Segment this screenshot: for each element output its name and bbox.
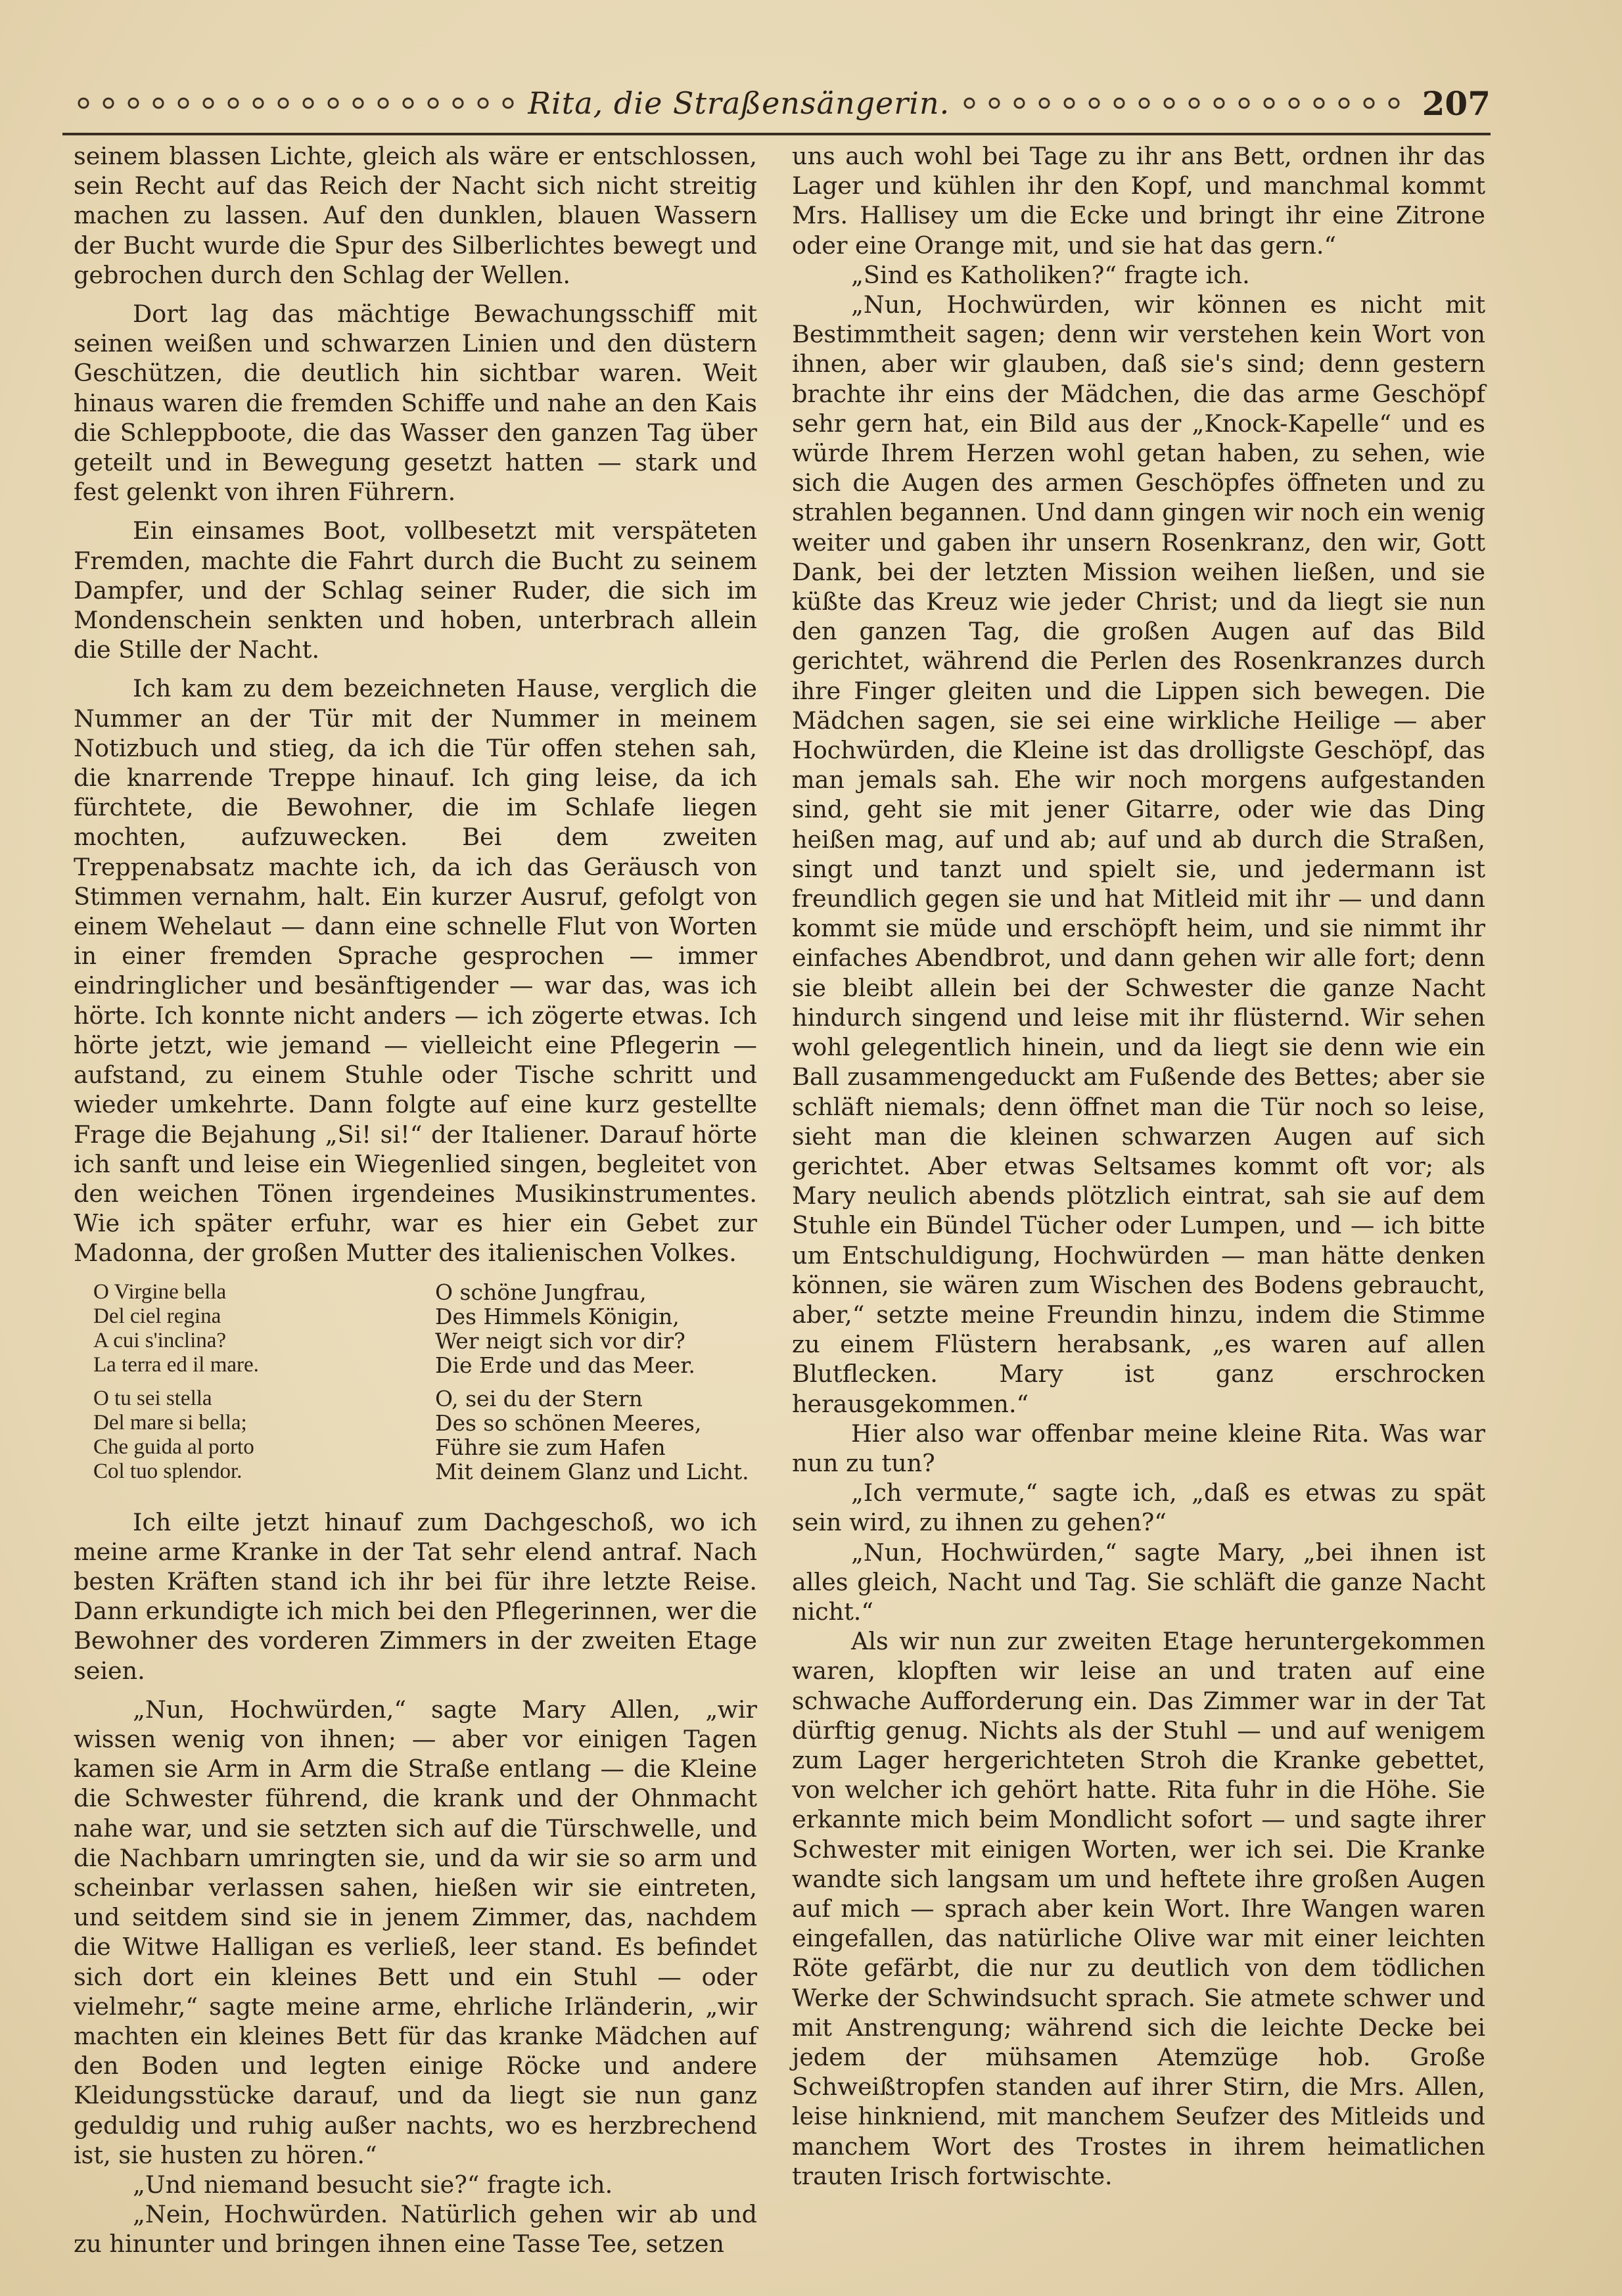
paragraph: Ich eilte jetzt hinauf zum Dachgeschoß, wo ich meine arme Kranke in der Tat sehr elend antraf. Nach besten Kräften stand ich ihr bei für ihre letzte Reise. Dann erkundigte ich mich bei den Pflegerinnen, wer die Bewohner des vorderen Zimmers in der zweiten Etage seien. bbox=[74, 1507, 757, 1685]
paragraph: „Sind es Katholiken?“ fragte ich. bbox=[851, 260, 1250, 289]
poem-line: La terra ed il mare. bbox=[93, 1352, 259, 1377]
paragraph: seinem blassen Lichte, gleich als wäre er entschlossen, sein Recht auf das Reich der Nacht sich nicht streitig machen zu lassen. Auf den dunklen, blauen Wassern der Bucht wurde die Spur des Silberlichtes bewegt und gebrochen durch den Schlag der Wellen. bbox=[74, 142, 757, 289]
poem-line: O tu sei stella bbox=[93, 1386, 212, 1410]
paragraph: „Nun, Hochwürden,“ sagte Mary Allen, „wir wissen wenig von ihnen; — aber vor einigen Tagen kamen sie Arm in Arm die Straße entlang — die Kleine die Schwester führend, die krank und der Ohnmacht nahe war, und sie setzten sich auf die Türschwelle, und die Nachbarn umringten sie, und da wir sie so arm und scheinbar verlassen sahen, hießen wir sie eintreten, und seitdem sind sie in jenem Zimmer, das, nachdem die Witwe Halligan es verließ, leer stand. Es befindet sich dort ein kleines Bett und ein Stuhl — oder vielmehr,“ sagte meine arme, ehrliche Irländerin, „wir machten ein kleines Bett für das kranke Mädchen auf den Boden und legten einige Röcke und andere Kleidungsstücke darauf, und da liegt sie nun ganz geduldig und ruhig außer nachts, wo es herzbrechend ist, sie husten zu hören.“ bbox=[74, 1695, 757, 2169]
poem-line: A cui s'inclina? bbox=[93, 1328, 227, 1352]
poem bbox=[93, 1280, 757, 1493]
poem-line: Del mare si bella; bbox=[93, 1410, 247, 1435]
paragraph: „Und niemand besucht sie?“ fragte ich. bbox=[133, 2170, 613, 2199]
poem-stanza-german bbox=[435, 1387, 757, 1484]
poem-line: Mit deinem Glanz und Licht. bbox=[435, 1458, 749, 1484]
paragraph: Dort lag das mächtige Bewachungsschiff mit seinen weißen und schwarzen Linien und den düstern Geschützen, die deutlich hin sichtbar waren. Weit hinaus waren die fremden Schiffe und nahe an den Kais die Schleppboote, die das Wasser den ganzen Tag über geteilt und in Bewegung gesetzt hatten — stark und fest gelenkt von ihren Führern. bbox=[74, 300, 757, 507]
poem-line: Des so schönen Meeres, bbox=[435, 1410, 702, 1436]
paragraph: „Nein, Hochwürden. Natürlich gehen wir ab und zu hinunter und bringen ihnen eine Tasse Tee, setzen bbox=[74, 2200, 757, 2259]
poem-line: Die Erde und das Meer. bbox=[435, 1352, 695, 1378]
paragraph: uns auch wohl bei Tage zu ihr ans Bett, ordnen ihr das Lager und kühlen ihr den Kopf, und manchmal kommt Mrs. Hallisey um die Ecke und bringt ihr eine Zitrone oder eine Orange mit, und sie hat das gern.“ bbox=[792, 142, 1485, 260]
poem-stanza-italian bbox=[93, 1387, 435, 1484]
poem-line: O Virgine bella bbox=[93, 1279, 227, 1304]
paragraph: Als wir nun zur zweiten Etage heruntergekommen waren, klopften wir leise an und traten auf eine schwache Aufforderung ein. Das Zimmer war in der Tat dürftig genug. Nichts als der Stuhl — und auf wenigem zum Lager hergerichteten Stroh die Kranke gebettet, von welcher ich gehört hatte. Rita fuhr in die Höhe. Sie erkannte mich beim Mondlicht sofort — und sagte ihrer Schwester mit einigen Worten, wer ich sei. Die Kranke wandte sich langsam um und heftete ihre großen Augen auf mich — sprach aber kein Wort. Ihre Wangen waren eingefallen, das natürliche Olive war mit einer leichten Röte gefärbt, die nur zu deutlich von dem tödlichen Werke der Schwindsucht sprach. Sie atmete schwer und mit Anstrengung; während sich die leichte Decke bei jedem der mühsamen Atemzüge hob. Große Schweißtropfen standen auf ihrer Stirn, die Mrs. Allen, leise hinkniend, mit manchem Seufzer des Mitleids und manchem Wort des Trostes in ihrem heimatlichen trauten Irisch fortwischte. bbox=[792, 1627, 1485, 2190]
page-number: 207 bbox=[1422, 83, 1491, 123]
poem-line: Del ciel regina bbox=[93, 1304, 221, 1328]
poem-line: Wer neigt sich vor dir? bbox=[435, 1327, 685, 1354]
poem-line: Col tuo splendor. bbox=[93, 1459, 243, 1483]
running-header bbox=[62, 74, 1491, 135]
paragraph: Hier also war offenbar meine kleine Rita. Was war nun zu tun? bbox=[792, 1419, 1485, 1477]
poem-stanza-italian bbox=[93, 1280, 435, 1377]
paragraph: „Nun, Hochwürden,“ sagte Mary, „bei ihnen ist alles gleich, Nacht und Tag. Sie schläft die ganze Nacht nicht.“ bbox=[792, 1538, 1485, 1626]
left-column bbox=[74, 141, 757, 2259]
poem-line: O schöne Jungfrau, bbox=[435, 1279, 647, 1305]
running-title: Rita, die Straßensängerin. bbox=[528, 85, 950, 121]
poem-line: O, sei du der Stern bbox=[435, 1385, 643, 1412]
paragraph: Ein einsames Boot, vollbesetzt mit verspäteten Fremden, machte die Fahrt durch die Bucht zu seinem Dampfer, und der Schlag seiner Ruder, die sich im Mondenschein senkten und hoben, unterbrach allein die Stille der Nacht. bbox=[74, 517, 757, 664]
poem-line: Des Himmels Königin, bbox=[435, 1303, 680, 1329]
poem-stanza-german bbox=[435, 1280, 757, 1377]
poem-line: Che guida al porto bbox=[93, 1435, 254, 1459]
ornament-left bbox=[76, 95, 516, 111]
paragraph: „Ich vermute,“ sagte ich, „daß es etwas zu spät sein wird, zu ihnen zu gehen?“ bbox=[792, 1479, 1485, 1537]
paragraph: „Nun, Hochwürden, wir können es nicht mit Bestimmtheit sagen; denn wir verstehen kein Wort von ihnen, aber wir glauben, daß sie's sind; denn gestern brachte ihr eins der Mädchen, die das arme Geschöpf sehr gern hat, ein Bild aus der „Knock-Kapelle“ und es würde Ihrem Herzen wohl getan haben, zu sehen, wie sich die Augen des armen Geschöpfes öffneten und zu strahlen begannen. Und dann gingen wir noch ein wenig weiter und gaben ihr unsern Rosenkranz, den wir, Gott Dank, bei der letzten Mission weihen ließen, und sie küßte das Kreuz wie jeder Christ; und da liegt sie nun den ganzen Tag, die großen Augen auf das Bild gerichtet, während die Perlen des Rosenkranzes durch ihre Finger gleiten und die Lippen sich bewegen. Die Mädchen sagen, sie sei eine wirkliche Heilige — aber Hochwürden, die Kleine ist das drolligste Geschöpf, das man jemals sah. Ehe wir noch morgens aufgestanden sind, geht sie mit jener Gitarre, oder wie das Ding heißen mag, auf und ab; auf und ab durch die Straßen, singt und tanzt und spielt sie, und jedermann ist freundlich gegen sie und hat Mitleid mit ihr — und dann kommt sie müde und erschöpft heim, und sie nimmt ihr einfaches Abendbrot, und dann gehen wir alle fort; denn sie bleibt allein bei der Schwester die ganze Nacht hindurch singend und leise mit ihr flüsternd. Wir sehen wohl gelegentlich hinein, und da liegt sie denn wie ein Ball zusammengeduckt am Fußende des Bettes; aber sie schläft niemals; denn öffnet man die Tür noch so leise, sieht man die kleinen schwarzen Augen auf sich gerichtet. Aber etwas Seltsames kommt oft vor; als Mary neulich abends plötzlich eintrat, sah sie auf dem Stuhle ein Bündel Tücher oder Lumpen, und — ich bitte um Entschuldigung, Hochwürden — man hätte denken können, sie wären zum Wischen des Bodens gebraucht, aber,“ setzte meine Freundin hinzu, indem die Stimme zu einem Flüstern herabsank, „es waren auf allen Blutflecken. Mary ist ganz erschrocken herausgekommen.“ bbox=[792, 290, 1485, 1418]
ornament-right bbox=[962, 95, 1402, 111]
right-column bbox=[792, 141, 1485, 2191]
poem-line: Führe sie zum Hafen bbox=[435, 1434, 666, 1460]
paragraph: Ich kam zu dem bezeichneten Hause, verglich die Nummer an der Tür mit der Nummer in meinem Notizbuch und stieg, da ich die Tür offen stehen sah, die knarrende Treppe hinauf. Ich ging leise, da ich fürchtete, die Bewohner, die im Schlafe liegen mochten, aufzuwecken. Bei dem zweiten Treppenabsatz machte ich, da ich das Geräusch von Stimmen vernahm, halt. Ein kurzer Ausruf, gefolgt von einem Wehelaut — dann eine schnelle Flut von Worten in einer fremden Sprache gesprochen — immer eindringlicher und besänftigender — war das, was ich hörte. Ich konnte nicht anders — ich zögerte etwas. Ich hörte jetzt, wie jemand — vielleicht eine Pflegerin — aufstand, zu einem Stuhle oder Tische schritt und wieder umkehrte. Dann folgte auf eine kurz gestellte Frage die Bejahung „Si! si!“ der Italiener. Darauf hörte ich sanft und leise ein Wiegenlied singen, begleitet von den weichen Tönen irgendeines Musikinstrumentes. Wie ich später erfuhr, war es hier ein Gebet zur Madonna, der großen Mutter des italienischen Volkes. bbox=[74, 674, 757, 1268]
